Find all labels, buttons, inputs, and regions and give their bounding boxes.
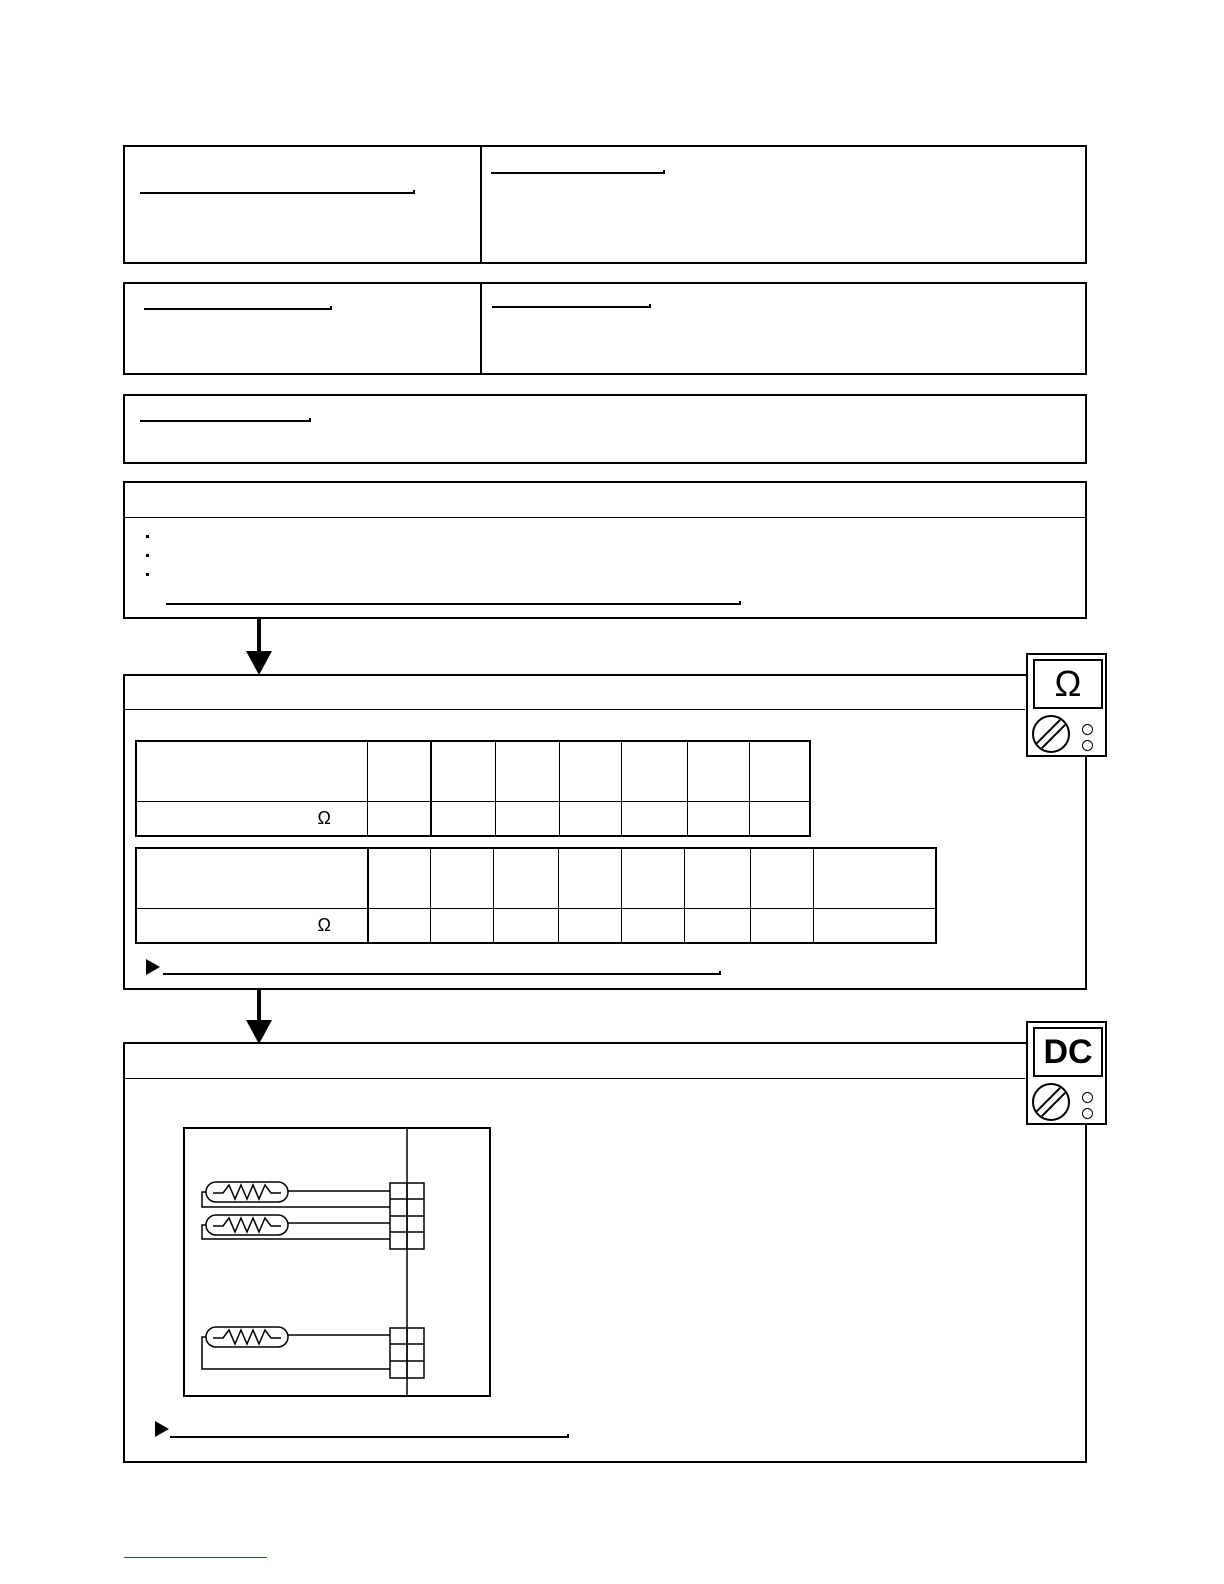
flow-arrow-1 xyxy=(257,619,261,653)
table-cell xyxy=(685,848,751,908)
info-box-2-left-heading xyxy=(144,308,331,310)
table-cell xyxy=(368,908,431,943)
table-cell xyxy=(560,741,622,801)
probe-jack-icon xyxy=(1082,724,1093,735)
checklist-bullet xyxy=(146,573,149,576)
table-cell xyxy=(496,741,560,801)
info-box-1-divider xyxy=(480,147,482,262)
table-cell xyxy=(368,741,432,801)
checklist-box xyxy=(123,481,1087,619)
ohmmeter-icon xyxy=(1026,653,1107,757)
info-box-2 xyxy=(123,282,1087,375)
voltage-result-line xyxy=(170,1436,568,1438)
table-cell xyxy=(622,801,688,836)
table-cell xyxy=(368,801,432,836)
resistance-unit-label: Ω xyxy=(136,801,368,836)
table-cell xyxy=(494,908,559,943)
dc-voltmeter-icon xyxy=(1026,1021,1107,1125)
info-box-3 xyxy=(123,394,1087,464)
info-box-1 xyxy=(123,145,1087,264)
table-cell xyxy=(496,801,560,836)
table-cell xyxy=(622,908,685,943)
pointer-triangle-icon xyxy=(155,1421,169,1437)
table-cell xyxy=(559,908,622,943)
flow-arrow-1-head xyxy=(246,651,272,675)
resistance-result-line xyxy=(163,973,720,975)
resistance-unit-label: Ω xyxy=(136,908,368,943)
table-cell xyxy=(750,801,811,836)
checklist-result-line xyxy=(166,603,740,605)
footer-link-underline[interactable] xyxy=(124,1557,267,1558)
checklist-header-divider xyxy=(125,517,1085,518)
voltage-check-header-divider xyxy=(125,1078,1025,1079)
table-cell xyxy=(751,908,814,943)
thermistor-icon xyxy=(206,1215,288,1235)
sensor-wire xyxy=(202,1192,390,1207)
probe-jack-icon xyxy=(1082,1108,1093,1119)
sensor-wire xyxy=(202,1337,390,1369)
probe-jack-icon xyxy=(1082,1092,1093,1103)
table-cell xyxy=(688,741,750,801)
info-box-2-divider xyxy=(480,284,482,373)
table-cell xyxy=(431,801,496,836)
table-header-label xyxy=(136,848,368,908)
sensor-wire xyxy=(202,1225,390,1239)
table-cell xyxy=(431,848,494,908)
flow-arrow-2-head xyxy=(246,1020,272,1044)
connector-pins-icon xyxy=(390,1183,424,1249)
info-box-1-left-heading xyxy=(140,192,414,194)
info-box-2-right-heading xyxy=(492,306,650,308)
pointer-triangle-icon xyxy=(146,959,160,975)
table-cell xyxy=(814,848,937,908)
info-box-3-heading xyxy=(140,420,310,422)
selector-knob-icon xyxy=(1032,1083,1070,1121)
resistance-table-1 xyxy=(135,740,811,837)
table-cell xyxy=(814,908,937,943)
ohmmeter-display: Ω xyxy=(1033,659,1103,709)
table-cell xyxy=(688,801,750,836)
sensor-wiring-diagram xyxy=(183,1127,491,1397)
info-box-1-right-heading xyxy=(491,172,664,174)
table-cell xyxy=(559,848,622,908)
checklist-bullet xyxy=(146,535,149,538)
connector-pins-icon xyxy=(390,1328,424,1378)
table-cell xyxy=(560,801,622,836)
table-header-label xyxy=(136,741,368,801)
probe-jack-icon xyxy=(1082,740,1093,751)
resistance-table-2 xyxy=(135,847,937,944)
checklist-bullet xyxy=(146,554,149,557)
table-cell xyxy=(685,908,751,943)
selector-knob-icon xyxy=(1032,715,1070,753)
table-cell xyxy=(750,741,811,801)
table-cell xyxy=(622,848,685,908)
table-cell xyxy=(368,848,431,908)
dc-voltmeter-display: DC xyxy=(1033,1027,1103,1077)
table-cell xyxy=(751,848,814,908)
table-cell xyxy=(622,741,688,801)
table-cell xyxy=(431,741,496,801)
diagram-frame xyxy=(184,1128,490,1396)
resistance-check-header-divider xyxy=(125,709,1025,710)
flow-arrow-2 xyxy=(257,990,261,1022)
table-cell xyxy=(431,908,494,943)
thermistor-icon xyxy=(206,1182,288,1202)
thermistor-icon xyxy=(206,1327,288,1347)
table-cell xyxy=(494,848,559,908)
